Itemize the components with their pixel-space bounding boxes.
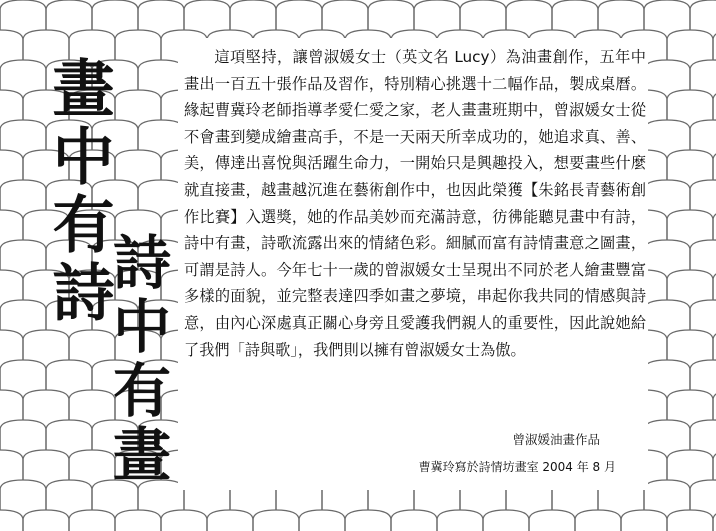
preface-body-text: 這項堅持，讓曾淑媛女士（英文名 Lucy）為油畫創作，五年中畫出一百五十張作品及習作，特別精心挑選十二幅作品，製成桌曆。緣起曹冀玲老師指導孝愛仁愛之家，老人畫畫班期中，曾淑媛女士從不會畫到變成繪畫高手，不是一天兩天所幸成功的，她追求真、善、美，傳達出喜悅與活躍生命力，一開始只是興趣投入，想要畫些什麼就直接畫，越畫越沉進在藝術創作中，也因此榮獲【朱銘長青藝術創作比賽】入選獎，她的作品美妙而充滿詩意，彷彿能聽見畫中有詩，詩中有畫，詩歌流露出來的情緒色彩。細膩而富有詩情畫意之圖畫，可謂是詩人。今年七十一歲的曾淑媛女士呈現出不同於老人繪畫豐富多樣的面貌，並完整表達四季如畫之夢境，串起你我共同的情感與詩意，由內心深處真正關心身旁且愛護我們親人的重要性，因此說她給了我們「詩與歌」，我們則以擁有曾淑媛女士為傲。 [184, 48, 646, 359]
roof-tile [0, 150, 23, 180]
roof-tile [23, 450, 69, 480]
roof-tile [506, 0, 552, 30]
roof-tile [0, 120, 46, 150]
roof-tile [690, 180, 716, 210]
roof-tile [253, 510, 299, 531]
roof-tile [230, 0, 276, 30]
roof-tile [667, 90, 713, 120]
roof-tile [460, 0, 506, 30]
roof-tile [0, 270, 23, 300]
roof-tile [690, 420, 716, 450]
roof-tile [46, 0, 92, 30]
roof-tile [23, 510, 69, 531]
roof-tile [598, 0, 644, 30]
roof-tile [115, 150, 161, 180]
roof-tile [644, 360, 690, 390]
calligraphy-title-2: 詩中有畫 [103, 232, 171, 488]
roof-tile [0, 30, 23, 60]
roof-tile [667, 510, 713, 531]
roof-tile [644, 0, 690, 30]
roof-tile [115, 90, 161, 120]
author-credit: 曹冀玲寫於詩情坊畫室 2004 年 8 月 [418, 460, 616, 474]
roof-tile [644, 300, 690, 330]
roof-tile [667, 330, 713, 360]
roof-tile [667, 30, 713, 60]
roof-tile [644, 480, 690, 510]
roof-tile [667, 390, 713, 420]
roof-tile [161, 510, 207, 531]
roof-tile [92, 0, 138, 30]
roof-tile [0, 90, 23, 120]
artwork-caption: 曾淑媛油畫作品 [512, 432, 600, 447]
roof-tile [690, 360, 716, 390]
roof-tile [299, 510, 345, 531]
roof-tile [644, 180, 690, 210]
roof-tile [0, 210, 23, 240]
roof-tile [690, 480, 716, 510]
roof-tile [690, 60, 716, 90]
roof-tile [690, 300, 716, 330]
roof-tile [23, 390, 69, 420]
roof-tile [46, 420, 92, 450]
roof-tile [0, 180, 46, 210]
roof-tile [644, 240, 690, 270]
roof-tile [69, 510, 115, 531]
roof-tile [46, 480, 92, 510]
roof-tile [644, 120, 690, 150]
roof-tile [690, 120, 716, 150]
roof-tile [345, 510, 391, 531]
roof-tile [276, 0, 322, 30]
roof-tile [690, 0, 716, 30]
roof-tile [184, 0, 230, 30]
roof-tile [667, 210, 713, 240]
roof-tile [667, 150, 713, 180]
roof-tile [0, 420, 46, 450]
roof-tile [0, 330, 23, 360]
roof-tile [667, 450, 713, 480]
roof-tile [690, 240, 716, 270]
roof-tile [23, 330, 69, 360]
roof-tile [552, 0, 598, 30]
roof-tile [0, 0, 46, 30]
roof-tile [575, 510, 621, 531]
roof-tile [667, 270, 713, 300]
roof-tile [0, 480, 46, 510]
roof-tile [0, 240, 46, 270]
roof-tile [368, 0, 414, 30]
roof-tile [437, 510, 483, 531]
roof-tile [414, 0, 460, 30]
roof-tile [529, 510, 575, 531]
roof-tile [621, 510, 667, 531]
calligraphy-title-1: 畫中有詩 [42, 56, 115, 328]
roof-tile [115, 510, 161, 531]
roof-tile [0, 360, 46, 390]
roof-tile [0, 390, 23, 420]
roof-tile [644, 60, 690, 90]
roof-tile [483, 510, 529, 531]
roof-tile [46, 360, 92, 390]
roof-tile [0, 300, 46, 330]
roof-tile [0, 450, 23, 480]
roof-tile [207, 510, 253, 531]
roof-tile [322, 0, 368, 30]
roof-tile [115, 30, 161, 60]
roof-tile [644, 420, 690, 450]
roof-tile [0, 510, 23, 531]
roof-tile [391, 510, 437, 531]
roof-tile [138, 0, 184, 30]
roof-tile [0, 60, 46, 90]
